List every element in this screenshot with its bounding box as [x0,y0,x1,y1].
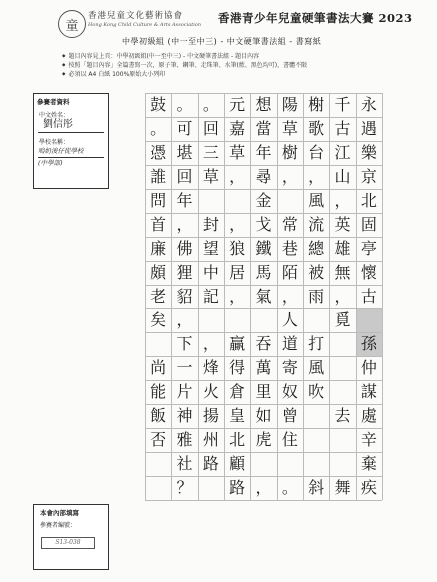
grid-character: 遇 [360,118,377,138]
grid-character: 。 [202,94,219,114]
grid-character: 路 [202,454,219,474]
grid-character: 永 [360,94,377,114]
name-field[interactable]: 劉信彤 [43,119,73,130]
grid-character: 山 [334,166,351,186]
grid-character: 。 [150,118,167,138]
grid-character: 能 [150,382,167,402]
grid-vertical-line [356,93,357,500]
grid-character: 片 [176,382,193,402]
grid-character: 被 [308,262,325,282]
participant-heading: 參賽者資料 [37,98,70,106]
writing-grid [145,93,382,500]
grid-character: 草 [229,142,246,162]
grid-character: 想 [255,94,272,114]
grid-character: 樹 [281,142,298,162]
grid-character: 神 [176,406,193,426]
grid-character: 矣 [150,310,167,330]
grid-character: ， [229,166,246,186]
grid-character: 去 [334,406,351,426]
grid-character: 飯 [150,406,167,426]
grid-character: 草 [281,118,298,138]
grid-character: 元 [229,94,246,114]
page-title: 香港青少年兒童硬筆書法大賽 2023 [218,11,413,25]
grid-character: ， [176,310,193,330]
participant-info-box [33,93,109,189]
grid-character: ， [255,478,272,498]
grid-character: 尋 [255,166,272,186]
grid-vertical-line [171,93,172,500]
grid-character: 州 [202,430,219,450]
page-subtitle: 中學初級組 (中一至中三) - 中文硬筆書法組 - 書寫紙 [122,37,322,46]
grid-character: 謀 [360,382,377,402]
grid-character: 奴 [281,382,298,402]
grid-character: 英 [334,214,351,234]
grid-character: 雅 [176,430,193,450]
grid-character: 望 [202,238,219,258]
grid-character: 草 [202,166,219,186]
grid-character: 懷 [360,262,377,282]
grid-vertical-line [250,93,251,500]
grid-character: 鼓 [150,94,167,114]
instruction-item: ◆ 必須以 A4 白紙 100%原始大小列印 [62,70,307,79]
grid-character: 年 [176,190,193,210]
instruction-item: ◆ 題目內容見上頁：中學初級組(中一至中三) - 中文硬筆書法組 - 題目內容 [62,52,307,61]
instruction-item: ◆ 按照「題目內容」全篇書寫一次，原子筆、鋼筆、走珠筆、水筆(藍、黑色均可)，書體不限 [62,61,307,70]
grid-character: 金 [255,190,272,210]
grid-character: 誰 [150,166,167,186]
grid-character: 巷 [281,238,298,258]
grid-vertical-line [198,93,199,500]
grid-character: 氣 [255,286,272,306]
grid-character: 仲 [360,358,377,378]
grid-character: 千 [334,94,351,114]
grid-character: 尚 [150,358,167,378]
grid-character: ， [202,334,219,354]
grid-character: 寄 [281,358,298,378]
participant-id-label: 參賽者編號： [40,522,77,529]
grid-character: 首 [150,214,167,234]
instructions-list [62,52,307,79]
participant-id-field[interactable]: S13-038 [41,537,95,549]
grid-character: 斜 [308,478,325,498]
grid-character: 問 [150,190,167,210]
grid-character: 。 [281,478,298,498]
grid-character: 亭 [360,238,377,258]
grid-character: 榭 [308,94,325,114]
grid-character: 吞 [255,334,272,354]
grid-character: 疾 [360,478,377,498]
grid-character: ， [334,190,351,210]
grid-character: ， [308,166,325,186]
grid-character: ， [229,286,246,306]
grid-character: 贏 [229,334,246,354]
grid-character: 江 [334,142,351,162]
org-name: 香港兒童文化藝術協會 [88,11,184,21]
grid-character: 北 [360,190,377,210]
grid-character: 馬 [255,262,272,282]
grid-character: 火 [202,382,219,402]
grid-character: 北 [229,430,246,450]
grid-vertical-line [277,93,278,500]
grid-character: 總 [308,238,325,258]
grid-character: 曾 [281,406,298,426]
grid-character: 社 [176,454,193,474]
grid-character: 住 [281,430,298,450]
grid-shaded-cell [356,308,382,332]
grid-character: 孫 [360,334,377,354]
grid-character: ， [176,214,193,234]
grid-character: 記 [202,286,219,306]
grid-character: 中 [202,262,219,282]
grid-vertical-line [145,93,146,500]
grid-vertical-line [329,93,330,500]
grid-character: 樂 [360,142,377,162]
grid-character: 無 [334,262,351,282]
grid-character: 烽 [202,358,219,378]
school-label: 學校名稱： [39,139,70,146]
grid-character: 狸 [176,262,193,282]
grid-character: 陽 [281,94,298,114]
grid-character: 歌 [308,118,325,138]
grid-character: ？ [176,478,193,498]
grid-character: 打 [308,334,325,354]
grid-character: 廉 [150,238,167,258]
grid-character: 三 [202,142,219,162]
grid-character: 回 [202,118,219,138]
grid-vertical-line [382,93,383,500]
grid-character: 下 [176,334,193,354]
school-underline [38,156,104,158]
grid-character: 倉 [229,382,246,402]
grid-vertical-line [303,93,304,500]
grid-character: 古 [334,118,351,138]
grid-character: 老 [150,286,167,306]
grid-character: 萬 [255,358,272,378]
grid-character: 固 [360,214,377,234]
school-field-line2[interactable]: (中學部) [38,159,63,167]
grid-character: 辛 [360,430,377,450]
grid-character: 風 [308,358,325,378]
grid-character: 。 [176,94,193,114]
grid-character: 處 [360,406,377,426]
grid-vertical-line [224,93,225,500]
grid-character: 回 [176,166,193,186]
logo-seal-icon: 童 [58,10,86,38]
grid-character: 狼 [229,238,246,258]
grid-character: 戈 [255,214,272,234]
grid-character: 里 [255,382,272,402]
grid-character: 憑 [150,142,167,162]
school-field[interactable]: 嗚奶浚仔從學校 [38,147,84,155]
grid-character: ， [281,286,298,306]
grid-character: ， [229,214,246,234]
grid-character: 舞 [334,478,351,498]
grid-character: 貂 [176,286,193,306]
grid-character: 顧 [229,454,246,474]
grid-character: 覓 [334,310,351,330]
grid-character: 頗 [150,262,167,282]
grid-character: 路 [229,478,246,498]
grid-character: 人 [281,310,298,330]
grid-character: 棄 [360,454,377,474]
office-use-box [33,504,109,570]
grid-character: 常 [281,214,298,234]
name-label: 中文姓名： [39,112,70,119]
name-underline [38,131,104,133]
grid-character: 堪 [176,142,193,162]
grid-character: ， [334,286,351,306]
grid-character: 雨 [308,286,325,306]
grid-character: 佛 [176,238,193,258]
grid-character: 道 [281,334,298,354]
grid-character: 流 [308,214,325,234]
grid-character: 年 [255,142,272,162]
grid-character: 揚 [202,406,219,426]
grid-character: 虎 [255,430,272,450]
grid-character: 古 [360,286,377,306]
grid-character: 台 [308,142,325,162]
grid-character: ， [281,166,298,186]
grid-character: 封 [202,214,219,234]
grid-character: 如 [255,406,272,426]
grid-character: 可 [176,118,193,138]
grid-character: 鐵 [255,238,272,258]
grid-character: 居 [229,262,246,282]
grid-character: 吹 [308,382,325,402]
grid-character: 京 [360,166,377,186]
grid-character: 得 [229,358,246,378]
office-heading: 本會內部填寫 [40,509,79,517]
grid-horizontal-line [145,500,382,501]
grid-character: 雄 [334,238,351,258]
grid-character: 一 [176,358,193,378]
org-name-en: Hong Kong Child Culture & Arts Association [88,22,202,28]
grid-character: 風 [308,190,325,210]
grid-character: 嘉 [229,118,246,138]
grid-character: 否 [150,430,167,450]
grid-character: 陌 [281,262,298,282]
grid-character: 當 [255,118,272,138]
grid-character: 皇 [229,406,246,426]
